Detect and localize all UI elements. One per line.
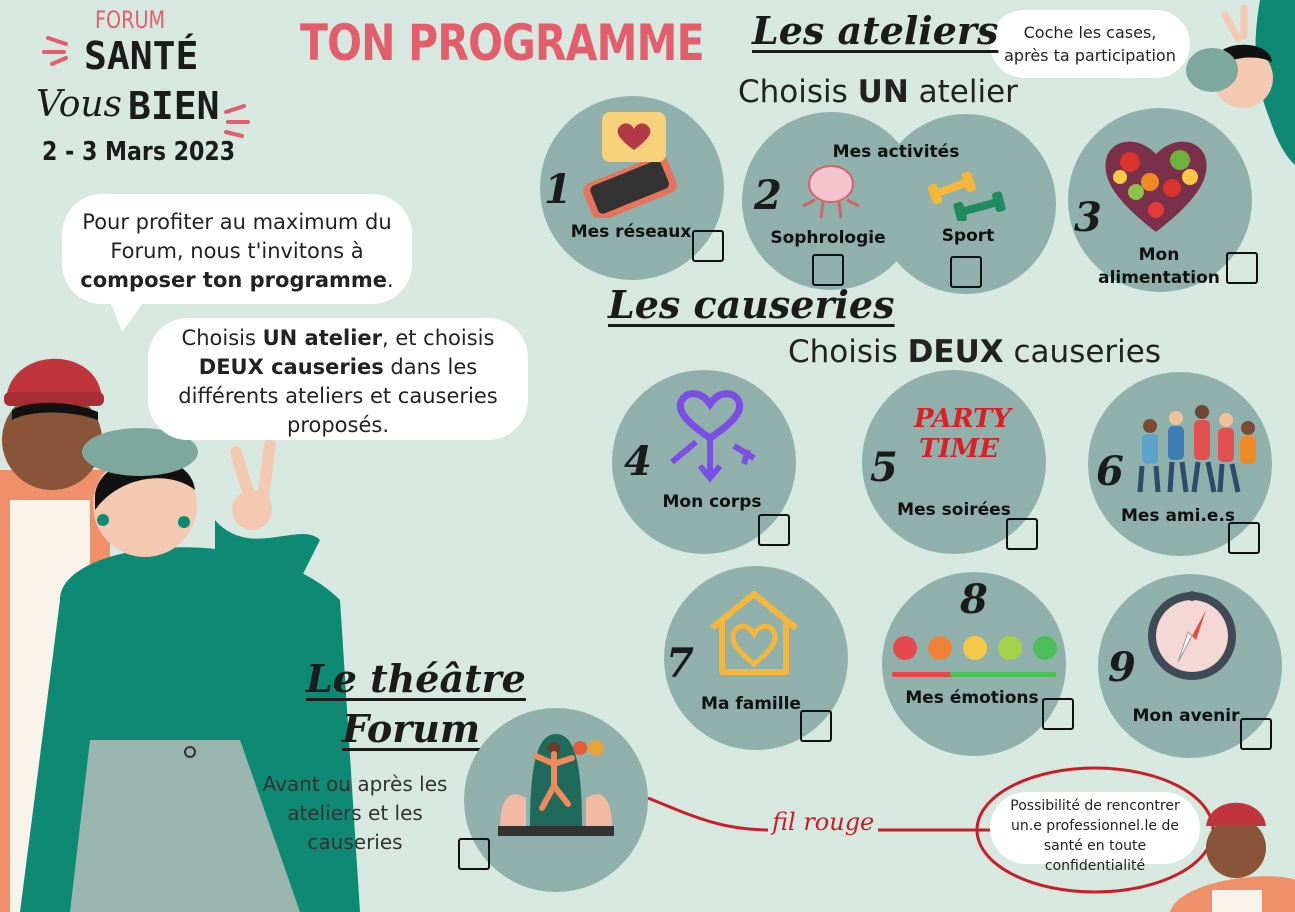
causerie-4-label: Mon corps	[662, 492, 762, 512]
causeries-instruction	[788, 334, 1161, 370]
theatre-checkbox[interactable]	[458, 838, 490, 870]
emotion-faces-icon	[890, 632, 1060, 682]
house-heart-icon	[706, 588, 802, 678]
theatre-description: Avant ou après les ateliers et les causeries	[262, 772, 448, 854]
intro-end-text: .	[387, 268, 394, 292]
logo-forum-text: FORUM	[95, 6, 166, 34]
vegetable-heart-icon	[1100, 132, 1212, 236]
causerie-5-number: 5	[870, 444, 898, 491]
atelier-3-checkbox[interactable]	[1226, 252, 1258, 284]
causerie-6-number: 6	[1096, 448, 1124, 495]
ateliers-instruction-bold: UN	[857, 74, 909, 110]
party-time-text	[914, 404, 1011, 464]
causeries-heading: Les causeries	[608, 282, 895, 327]
atelier-2-number: 2	[754, 172, 782, 219]
causerie-7-number: 7	[666, 640, 694, 687]
phone-heart-icon	[580, 108, 690, 218]
theatre-stage-icon	[496, 728, 616, 840]
intro-bold-text: composer ton programme	[80, 268, 388, 292]
logo-vous-text: Vous	[36, 84, 123, 125]
compass-icon	[1144, 588, 1240, 684]
causeries-instruction-post: causeries	[1013, 334, 1161, 370]
causeries-instruction-bold: DEUX	[907, 334, 1004, 370]
page-title: TON PROGRAMME	[300, 14, 704, 72]
atelier-sport-checkbox[interactable]	[950, 256, 982, 288]
causerie-6-label: Mes ami.e.s	[1120, 506, 1236, 526]
causerie-4-checkbox[interactable]	[758, 514, 790, 546]
causerie-5-checkbox[interactable]	[1006, 518, 1038, 550]
instructions-bold-2: DEUX causeries	[198, 355, 384, 379]
ateliers-instruction	[738, 74, 1018, 110]
causerie-9-number: 9	[1108, 644, 1136, 691]
intro-bubble-tail	[108, 296, 148, 332]
instructions-text-b: , et choisis	[382, 326, 495, 350]
causerie-5-label: Mes soirées	[897, 500, 1011, 520]
causerie-6-checkbox[interactable]	[1228, 522, 1260, 554]
causerie-4-number: 4	[624, 438, 652, 485]
causeries-instruction-pre: Choisis	[788, 334, 898, 370]
ateliers-instruction-pre: Choisis	[738, 74, 848, 110]
intro-text: Pour profiter au maximum du Forum, nous t'invitons à	[82, 210, 392, 263]
instructions-text-c: dans les différents ateliers et causeries proposés.	[178, 355, 498, 437]
causerie-7-checkbox[interactable]	[800, 710, 832, 742]
ateliers-heading: Les ateliers	[752, 8, 999, 53]
atelier-2-label: Sophrologie	[770, 228, 886, 248]
logo-bien-text: BIEN	[128, 84, 220, 128]
atelier-3-label: Mon alimentation	[1098, 245, 1220, 288]
atelier-sport-label: Sport	[941, 226, 995, 246]
theatre-heading-line2: Forum	[342, 706, 481, 751]
causerie-7-label: Ma famille	[701, 694, 801, 714]
atelier-1-number: 1	[544, 166, 572, 213]
atelier-1-checkbox[interactable]	[692, 230, 724, 262]
time-text: TIME	[918, 434, 1000, 464]
theatre-heading-line1: Le théâtre	[306, 656, 526, 701]
instructions-bold-1: UN atelier	[262, 326, 382, 350]
intro-bubble	[62, 194, 412, 304]
instructions-bubble	[148, 318, 528, 440]
tip-bubble: Coche les cases, après ta participation	[990, 10, 1190, 78]
causerie-9-label: Mon avenir	[1132, 706, 1240, 726]
party-text: PARTY	[914, 404, 1011, 434]
causerie-8-label: Mes émotions	[905, 688, 1039, 708]
gender-symbols-icon	[662, 388, 762, 488]
instructions-text-a: Choisis	[181, 326, 256, 350]
causerie-8-number: 8	[960, 576, 988, 623]
causerie-9-checkbox[interactable]	[1240, 718, 1272, 750]
fil-rouge-bubble: Possibilité de rencontrer un.e professionnel.le de santé en toute confidentialité	[990, 792, 1200, 864]
event-dates: 2 - 3 Mars 2023	[42, 137, 236, 167]
logo-sante-text: SANTÉ	[84, 34, 199, 78]
atelier-1-label: Mes réseaux	[570, 222, 692, 242]
atelier-2-group-label: Mes activités	[832, 142, 960, 162]
atelier-3-number: 3	[1074, 194, 1102, 241]
fil-rouge-script: fil rouge	[768, 808, 878, 836]
dumbbells-icon	[924, 165, 1010, 221]
ateliers-instruction-post: atelier	[918, 74, 1018, 110]
causerie-8-checkbox[interactable]	[1042, 698, 1074, 730]
brain-icon	[793, 162, 869, 222]
friends-group-icon	[1126, 396, 1266, 496]
